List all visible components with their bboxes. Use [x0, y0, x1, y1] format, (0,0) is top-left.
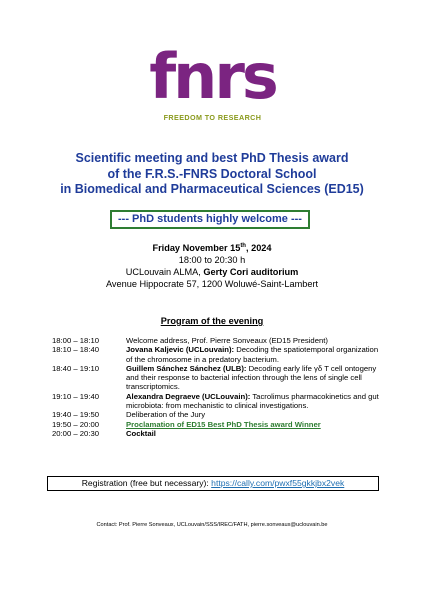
program-row	[52, 345, 382, 364]
award-proclamation-link[interactable]: Proclamation of ED15 Best PhD Thesis award Winner	[126, 419, 321, 429]
event-venue-prefix: UCLouvain ALMA,	[125, 267, 204, 277]
program-title: Program of the evening	[160, 316, 264, 326]
program-desc	[126, 429, 382, 438]
program-text: Tacrolimus pharmacokinetics and gut microbiota: from mechanistic to clinical investigations.	[126, 391, 379, 411]
program-text: Decoding early life γδ T cell ontogeny and their response to bacterial infection through the lens of single cell transcriptomics.	[126, 363, 377, 392]
registration-link[interactable]: https://cally.com/pwxf55gkkjbx2vek	[211, 478, 345, 488]
program-speaker: Alexandra Degraeve (UCLouvain):	[126, 391, 251, 401]
program-time: 19:50 – 20:00	[52, 419, 100, 429]
welcome-banner: --- PhD students highly welcome ---	[110, 210, 310, 229]
program-desc	[126, 420, 382, 429]
program-row	[52, 392, 382, 411]
logo-tagline: FREEDOM TO RESEARCH	[163, 113, 262, 122]
program-speaker: Jovana Kaljevic (UCLouvain):	[126, 345, 235, 355]
event-venue-room: Gerty Cori auditorium	[203, 267, 299, 277]
program-speaker: Guillem Sánchez Sánchez (ULB):	[126, 363, 247, 373]
event-time: 18:00 to 20:30 h	[178, 255, 246, 265]
program-desc	[126, 410, 382, 419]
event-address: Avenue Hippocrate 57, 1200 Woluwé-Saint-Lambert	[105, 279, 319, 289]
event-date-suffix: th	[240, 242, 246, 249]
program-text: Cocktail	[126, 428, 156, 438]
program-time: 18:10 – 18:40	[52, 345, 100, 355]
event-date	[20, 242, 404, 254]
program-desc	[126, 336, 382, 345]
program-time: 18:00 – 18:10	[52, 336, 100, 345]
program-time: 18:40 – 19:10	[52, 363, 100, 373]
event-venue	[20, 266, 404, 278]
event-date-prefix: Friday November 15	[152, 243, 241, 253]
event-date-year: , 2024	[245, 243, 272, 253]
program-text: Decoding the spatiotemporal organization of the chromosome in a predatory bacterium.	[126, 345, 379, 364]
registration-label: Registration (free but necessary):	[81, 478, 212, 488]
event-title	[20, 151, 404, 198]
program-text: Deliberation of the Jury	[126, 410, 206, 420]
program-row	[52, 420, 382, 429]
registration-box	[47, 476, 379, 491]
program-time: 20:00 – 20:30	[52, 428, 100, 438]
program-row	[52, 336, 382, 345]
event-info	[20, 242, 404, 290]
program-text: Welcome address, Prof. Pierre Sonveaux (ED15 President)	[126, 336, 328, 345]
program-row	[52, 410, 382, 419]
program-row	[52, 364, 382, 392]
contact-footer: Contact: Prof. Pierre Sonveaux, UCLouvain/SSS/IREC/FATH, pierre.sonveaux@uclouvain.be	[96, 522, 328, 528]
program-time: 19:40 – 19:50	[52, 410, 100, 420]
title-line-2: of the F.R.S.-FNRS Doctoral School	[107, 166, 317, 181]
program-time: 19:10 – 19:40	[52, 391, 100, 401]
logo-wordmark: fnrs	[149, 40, 276, 113]
program-list	[52, 336, 382, 438]
fnrs-logo	[140, 40, 285, 128]
program-desc	[126, 392, 382, 411]
program-row	[52, 429, 382, 438]
title-line-1: Scientific meeting and best PhD Thesis award	[75, 151, 349, 165]
title-line-3: in Biomedical and Pharmaceutical Sciences (ED15)	[60, 182, 364, 197]
program-desc	[126, 364, 382, 392]
program-desc	[126, 345, 382, 364]
